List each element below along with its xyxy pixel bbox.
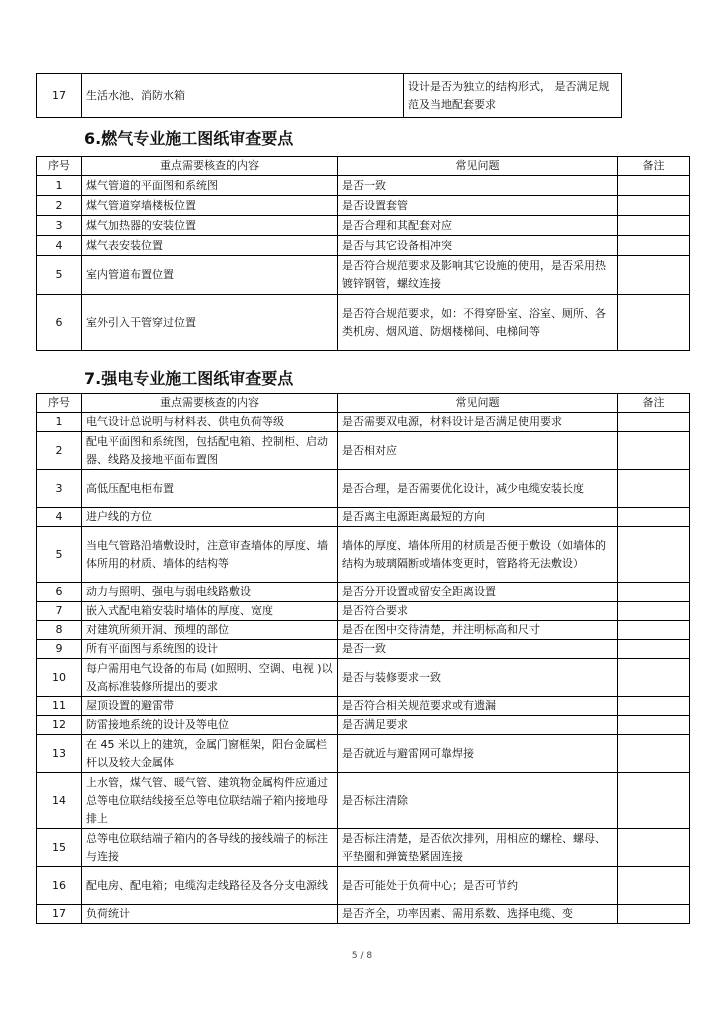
note-cell	[618, 659, 690, 697]
check-item: 煤气管道的平面图和系统图	[82, 176, 338, 196]
header-item: 重点需要核查的内容	[82, 157, 338, 176]
row-number: 8	[37, 621, 82, 640]
header-note: 备注	[618, 157, 690, 176]
table-row	[37, 470, 690, 508]
common-issue: 是否符合规范要求及影响其它设施的使用，是否采用热镀锌钢管，螺纹连接	[338, 256, 618, 295]
check-item: 配电平面图和系统图，包括配电箱、控制柜、启动器、线路及接地平面布置图	[82, 432, 338, 470]
common-issue: 是否在图中交待清楚，并注明标高和尺寸	[338, 621, 618, 640]
common-issue: 是否合理，是否需要优化设计，减少电缆安装长度	[338, 470, 618, 508]
check-item: 所有平面图与系统图的设计	[82, 640, 338, 659]
check-item: 进户线的方位	[82, 508, 338, 527]
header-issue: 常见问题	[338, 394, 618, 413]
common-issue: 是否与装修要求一致	[338, 659, 618, 697]
check-item: 煤气加热器的安装位置	[82, 216, 338, 236]
common-issue: 是否符合相关规范要求或有遗漏	[338, 697, 618, 716]
row-number: 1	[37, 413, 82, 432]
check-item: 对建筑所须开洞、预埋的部位	[82, 621, 338, 640]
table-row	[37, 527, 690, 583]
check-item: 煤气管道穿墙楼板位置	[82, 196, 338, 216]
common-issue: 是否可能处于负荷中心；是否可节约	[338, 867, 618, 905]
top-table	[36, 73, 622, 118]
table-row	[37, 735, 690, 773]
common-issue: 是否符合要求	[338, 602, 618, 621]
row-number: 3	[37, 216, 82, 236]
table-row	[37, 905, 690, 924]
row-number: 17	[37, 74, 82, 118]
row-number: 11	[37, 697, 82, 716]
table-row	[37, 583, 690, 602]
row-number: 16	[37, 867, 82, 905]
check-item: 生活水池、消防水箱	[82, 74, 404, 118]
check-item: 室外引入干管穿过位置	[82, 295, 338, 351]
header-note: 备注	[618, 394, 690, 413]
row-number: 10	[37, 659, 82, 697]
table-row	[37, 716, 690, 735]
note-cell	[618, 640, 690, 659]
header-no: 序号	[37, 157, 82, 176]
check-item: 防雷接地系统的设计及等电位	[82, 716, 338, 735]
section-title-electrical: 7.强电专业施工图纸审查要点	[84, 369, 294, 388]
table-row	[37, 867, 690, 905]
table-row	[37, 413, 690, 432]
table-row	[37, 295, 690, 351]
table-row	[37, 216, 690, 236]
row-number: 5	[37, 527, 82, 583]
row-number: 2	[37, 196, 82, 216]
common-issue: 是否满足要求	[338, 716, 618, 735]
common-issue: 是否相对应	[338, 432, 618, 470]
table-row	[37, 432, 690, 470]
check-item: 高低压配电柜布置	[82, 470, 338, 508]
check-item: 嵌入式配电箱安装时墙体的厚度、宽度	[82, 602, 338, 621]
table-row	[37, 602, 690, 621]
common-issue: 是否离主电源距离最短的方向	[338, 508, 618, 527]
electrical-review-table	[36, 393, 690, 924]
table-row	[37, 640, 690, 659]
table-row	[37, 659, 690, 697]
header-item: 重点需要核查的内容	[82, 394, 338, 413]
row-number: 6	[37, 295, 82, 351]
page-number: 5 / 8	[351, 951, 373, 961]
check-item: 当电气管路沿墙敷设时，注意审查墙体的厚度、墙体所用的材质、墙体的结构等	[82, 527, 338, 583]
row-number: 12	[37, 716, 82, 735]
row-number: 7	[37, 602, 82, 621]
common-issue: 是否齐全，功率因素、需用系数、选择电缆、变	[338, 905, 618, 924]
check-item: 电气设计总说明与材料表、供电负荷等级	[82, 413, 338, 432]
common-issue: 设计是否为独立的结构形式， 是否满足规范及当地配套要求	[404, 74, 622, 118]
row-number: 4	[37, 508, 82, 527]
row-number: 2	[37, 432, 82, 470]
check-item: 上水管，煤气管、暖气管、建筑物金属构件应通过总等电位联结线接至总等电位联结端子箱内接地母排上	[82, 773, 338, 829]
check-item: 室内管道布置位置	[82, 256, 338, 295]
header-issue: 常见问题	[338, 157, 618, 176]
row-number: 9	[37, 640, 82, 659]
table-row	[37, 256, 690, 295]
note-cell	[618, 176, 690, 196]
row-number: 6	[37, 583, 82, 602]
table-header-row	[37, 157, 690, 176]
note-cell	[618, 256, 690, 295]
row-number: 5	[37, 256, 82, 295]
table-row	[37, 829, 690, 867]
note-cell	[618, 829, 690, 867]
table-row	[37, 697, 690, 716]
header-no: 序号	[37, 394, 82, 413]
check-item: 总等电位联结端子箱内的各导线的接线端子的标注与连接	[82, 829, 338, 867]
section-title-gas: 6.燃气专业施工图纸审查要点	[84, 129, 294, 148]
note-cell	[618, 867, 690, 905]
row-number: 15	[37, 829, 82, 867]
row-number: 1	[37, 176, 82, 196]
row-number: 17	[37, 905, 82, 924]
table-row	[37, 236, 690, 256]
common-issue: 是否与其它设备相冲突	[338, 236, 618, 256]
note-cell	[618, 413, 690, 432]
note-cell	[618, 508, 690, 527]
common-issue: 是否标注清楚，是否依次排列，用相应的螺栓、螺母、平垫圈和弹簧垫紧固连接	[338, 829, 618, 867]
note-cell	[618, 773, 690, 829]
note-cell	[618, 697, 690, 716]
gas-review-table	[36, 156, 690, 351]
note-cell	[618, 432, 690, 470]
table-row	[37, 621, 690, 640]
row-number: 14	[37, 773, 82, 829]
check-item: 每户需用电气设备的布局 (如照明、空调、电视 )以及高标准装修所提出的要求	[82, 659, 338, 697]
note-cell	[618, 735, 690, 773]
note-cell	[618, 295, 690, 351]
common-issue: 是否分开设置或留安全距离设置	[338, 583, 618, 602]
row-number: 3	[37, 470, 82, 508]
table-row	[37, 773, 690, 829]
check-item: 屋顶设置的避雷带	[82, 697, 338, 716]
check-item: 配电房、配电箱；电缆沟走线路径及各分支电源线	[82, 867, 338, 905]
note-cell	[618, 583, 690, 602]
note-cell	[618, 527, 690, 583]
common-issue: 墙体的厚度、墙体所用的材质是否便于敷设（如墙体的结构为玻璃隔断或墙体变更时，管路将无法敷设）	[338, 527, 618, 583]
check-item: 动力与照明、强电与弱电线路敷设	[82, 583, 338, 602]
check-item: 在 45 米以上的建筑，金属门窗框架，阳台金属栏杆以及较大金属体	[82, 735, 338, 773]
table-header-row	[37, 394, 690, 413]
table-row	[37, 74, 622, 118]
common-issue: 是否设置套管	[338, 196, 618, 216]
common-issue: 是否标注清除	[338, 773, 618, 829]
common-issue: 是否符合规范要求，如：不得穿卧室、浴室、厕所、各类机房、烟风道、防烟楼梯间、电梯间等	[338, 295, 618, 351]
note-cell	[618, 905, 690, 924]
common-issue: 是否合理和其配套对应	[338, 216, 618, 236]
common-issue: 是否需要双电源，材料设计是否满足使用要求	[338, 413, 618, 432]
note-cell	[618, 602, 690, 621]
row-number: 4	[37, 236, 82, 256]
common-issue: 是否就近与避雷网可靠焊接	[338, 735, 618, 773]
check-item: 煤气表安装位置	[82, 236, 338, 256]
note-cell	[618, 236, 690, 256]
note-cell	[618, 470, 690, 508]
note-cell	[618, 621, 690, 640]
note-cell	[618, 716, 690, 735]
note-cell	[618, 196, 690, 216]
table-row	[37, 196, 690, 216]
table-row	[37, 176, 690, 196]
row-number: 13	[37, 735, 82, 773]
common-issue: 是否一致	[338, 640, 618, 659]
table-row	[37, 508, 690, 527]
check-item: 负荷统计	[82, 905, 338, 924]
common-issue: 是否一致	[338, 176, 618, 196]
note-cell	[618, 216, 690, 236]
